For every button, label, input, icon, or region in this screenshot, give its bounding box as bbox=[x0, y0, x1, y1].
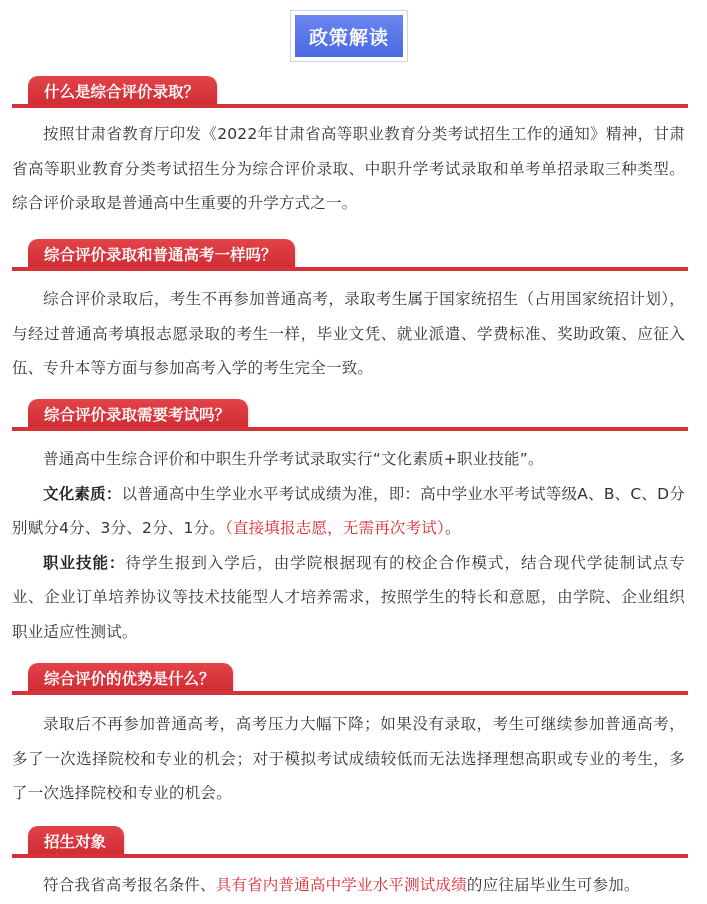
section-divider bbox=[12, 854, 688, 858]
paragraph-text-end: 。 bbox=[444, 519, 461, 537]
section-same-as-gaokao bbox=[0, 239, 707, 386]
paragraph-text: 以普通高中生学业水平考试成绩为准，即：高中学业水平考试等级A、B、C、D分别赋分4分、3分、2分、1分。 bbox=[12, 484, 685, 537]
paragraph: 按照甘肃省教育厅印发《2022年甘肃省高等职业教育分类考试招生工作的通知》精神，甘肃省高等职业教育分类考试招生分为综合评价录取、中职升学考试录取和单考单招录取三种类型。 综合评价录取是普通高中生重要的升学方式之一。 bbox=[12, 125, 685, 212]
page-title: 政策解读 bbox=[295, 15, 403, 57]
section-what-is bbox=[0, 76, 707, 221]
paragraph: 录取后不再参加普通高考，高考压力大幅下降；如果没有录取，考生可继续参加普通高考，多了一次选择院校和专业的机会；对于模拟考试成绩较低而无法选择理想高职或专业的考生，多了一次选择院校和专业的机会。 bbox=[12, 715, 685, 802]
paragraph: 普通高中生综合评价和中职生升学考试录取实行“文化素质+职业技能”。 bbox=[43, 450, 544, 468]
paragraph-text: 待学生报到入学后，由学院根据现有的校企合作模式，结合现代学徒制试点专业、企业订单培养协议等技术技能型人才培养需求，按照学生的特长和意愿，由学院、企业组织职业适应性测试。 bbox=[12, 553, 685, 641]
section-divider bbox=[12, 691, 688, 695]
paragraph-text-end: 的应往届毕业生可参加。 bbox=[466, 876, 640, 894]
section-enrollment-target bbox=[0, 826, 707, 903]
paragraph-text: 符合我省高考报名条件、 bbox=[43, 876, 216, 894]
highlight-text: （直接填报志愿，无需再次考试） bbox=[224, 519, 445, 537]
paragraph-cultural-quality bbox=[0, 477, 707, 546]
paragraph-label: 文化素质： bbox=[43, 484, 122, 503]
paragraph: 综合评价录取后，考生不再参加普通高考，录取考生属于国家统招生（占用国家统招计划），与经过普通高考填报志愿录取的考生一样，毕业文凭、就业派遣、学费标准、奖助政策、应征入伍、专升本等方面与参加高考入学的考生完全一致。 bbox=[12, 290, 685, 377]
paragraph-label: 职业技能： bbox=[43, 553, 126, 572]
page-title-frame bbox=[290, 10, 408, 62]
section-heading: 什么是综合评价录取？ bbox=[28, 76, 217, 106]
paragraph-vocational-skill bbox=[0, 546, 707, 650]
section-divider bbox=[12, 267, 688, 271]
section-divider bbox=[12, 104, 688, 108]
highlight-text: 具有省内普通高中学业水平测试成绩 bbox=[215, 876, 467, 894]
paragraph bbox=[0, 868, 707, 903]
section-heading: 综合评价录取和普通高考一样吗？ bbox=[28, 239, 295, 269]
section-heading: 综合评价录取需要考试吗？ bbox=[28, 399, 248, 429]
section-divider bbox=[12, 427, 688, 431]
section-advantages bbox=[0, 663, 707, 811]
section-exam-required bbox=[0, 399, 707, 649]
section-heading: 综合评价的优势是什么？ bbox=[28, 663, 233, 693]
section-heading: 招生对象 bbox=[28, 826, 124, 856]
